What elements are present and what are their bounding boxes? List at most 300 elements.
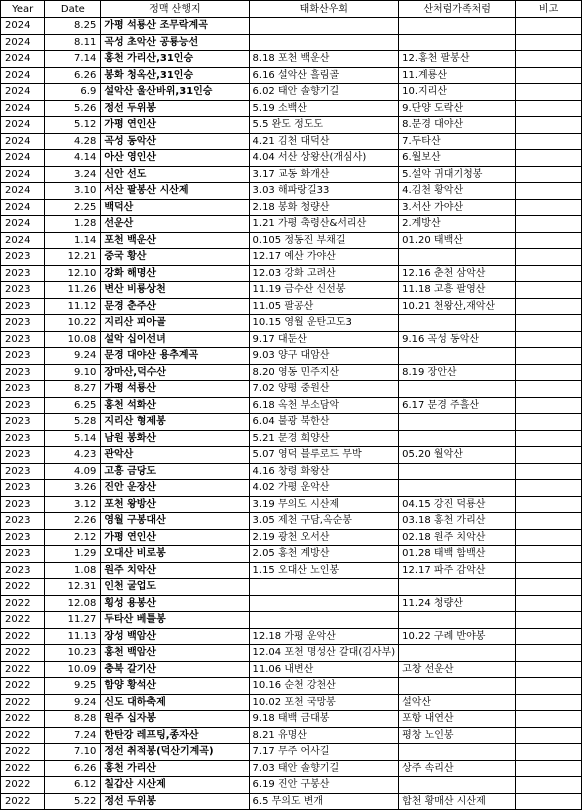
cell-year[interactable]: 2024 (1, 18, 45, 35)
cell-peak[interactable]: 홍천 백암산 (101, 645, 249, 662)
cell-note[interactable] (516, 744, 582, 761)
cell-year[interactable]: 2024 (1, 100, 45, 117)
cell-family[interactable]: 03.18 홍천 가리산 (399, 513, 516, 530)
cell-family[interactable]: 2.계방산 (399, 216, 516, 233)
cell-family[interactable]: 평창 노인봉 (399, 727, 516, 744)
cell-taehwa[interactable]: 11.19 금수산 신선봉 (249, 282, 399, 299)
cell-year[interactable]: 2022 (1, 711, 45, 728)
cell-family[interactable] (399, 348, 516, 365)
cell-year[interactable]: 2023 (1, 265, 45, 282)
cell-taehwa[interactable]: 2.05 홍천 계방산 (249, 546, 399, 563)
cell-date[interactable]: 5.12 (45, 117, 101, 134)
cell-taehwa[interactable]: 8.21 유명산 (249, 727, 399, 744)
cell-taehwa[interactable]: 8.20 영동 민주지산 (249, 364, 399, 381)
cell-taehwa[interactable]: 5.07 영덕 블루로드 무박 (249, 447, 399, 464)
cell-year[interactable]: 2024 (1, 84, 45, 101)
cell-year[interactable]: 2024 (1, 34, 45, 51)
cell-note[interactable] (516, 793, 582, 810)
cell-note[interactable] (516, 397, 582, 414)
cell-family[interactable]: 설악산 (399, 694, 516, 711)
cell-year[interactable]: 2022 (1, 744, 45, 761)
cell-date[interactable]: 2.12 (45, 529, 101, 546)
cell-peak[interactable]: 장성 백암산 (101, 628, 249, 645)
cell-family[interactable] (399, 678, 516, 695)
cell-year[interactable]: 2024 (1, 51, 45, 68)
cell-note[interactable] (516, 331, 582, 348)
cell-family[interactable]: 10.22 구례 반야봉 (399, 628, 516, 645)
cell-taehwa[interactable]: 7.03 태안 솔향기길 (249, 760, 399, 777)
cell-peak[interactable]: 한탄강 레프팅,종자산 (101, 727, 249, 744)
cell-family[interactable] (399, 249, 516, 266)
cell-date[interactable]: 8.11 (45, 34, 101, 51)
cell-taehwa[interactable] (249, 612, 399, 629)
cell-taehwa[interactable]: 6.5 무의도 변개 (249, 793, 399, 810)
cell-note[interactable] (516, 727, 582, 744)
cell-year[interactable]: 2023 (1, 381, 45, 398)
cell-taehwa[interactable]: 3.03 해파랑길33 (249, 183, 399, 200)
cell-taehwa[interactable]: 6.19 진안 구봉산 (249, 777, 399, 794)
cell-family[interactable]: 고창 선운산 (399, 661, 516, 678)
cell-note[interactable] (516, 595, 582, 612)
table-row (1, 463, 582, 480)
cell-note[interactable] (516, 447, 582, 464)
cell-year[interactable]: 2022 (1, 645, 45, 662)
cell-date[interactable]: 3.24 (45, 166, 101, 183)
cell-year[interactable]: 2022 (1, 661, 45, 678)
cell-peak[interactable]: 오대산 비로봉 (101, 546, 249, 563)
cell-peak[interactable]: 신도 대하축제 (101, 694, 249, 711)
cell-year[interactable]: 2023 (1, 463, 45, 480)
cell-taehwa[interactable]: 1.15 오대산 노인봉 (249, 562, 399, 579)
cell-date[interactable]: 10.09 (45, 661, 101, 678)
cell-peak[interactable]: 정선 두위봉 (101, 100, 249, 117)
cell-note[interactable] (516, 249, 582, 266)
cell-date[interactable]: 2.26 (45, 513, 101, 530)
cell-date[interactable]: 6.26 (45, 67, 101, 84)
cell-taehwa[interactable]: 7.02 양평 중원산 (249, 381, 399, 398)
cell-note[interactable] (516, 117, 582, 134)
cell-taehwa[interactable]: 10.15 영월 운탄고도3 (249, 315, 399, 332)
cell-peak[interactable]: 서산 팔봉산 시산제 (101, 183, 249, 200)
cell-peak[interactable]: 가평 석룡산 (101, 381, 249, 398)
cell-note[interactable] (516, 430, 582, 447)
cell-family[interactable]: 9.단양 도락산 (399, 100, 516, 117)
cell-family[interactable]: 10.21 천왕산,재악산 (399, 298, 516, 315)
cell-peak[interactable]: 문경 대야산 용추계곡 (101, 348, 249, 365)
cell-family[interactable]: 12.홍천 팔봉산 (399, 51, 516, 68)
cell-year[interactable]: 2023 (1, 315, 45, 332)
cell-year[interactable]: 2024 (1, 199, 45, 216)
cell-year[interactable]: 2023 (1, 562, 45, 579)
cell-taehwa[interactable]: 10.02 포천 국망봉 (249, 694, 399, 711)
cell-year[interactable]: 2024 (1, 67, 45, 84)
cell-family[interactable] (399, 34, 516, 51)
cell-date[interactable]: 1.28 (45, 216, 101, 233)
cell-taehwa[interactable]: 6.02 태안 솔향기길 (249, 84, 399, 101)
cell-taehwa[interactable]: 3.17 교동 화개산 (249, 166, 399, 183)
cell-year[interactable]: 2024 (1, 183, 45, 200)
cell-taehwa[interactable]: 4.16 창령 화왕산 (249, 463, 399, 480)
cell-date[interactable]: 11.27 (45, 612, 101, 629)
cell-peak[interactable]: 지리산 피아골 (101, 315, 249, 332)
cell-peak[interactable]: 중국 황산 (101, 249, 249, 266)
cell-peak[interactable]: 강화 해명산 (101, 265, 249, 282)
cell-family[interactable] (399, 18, 516, 35)
cell-family[interactable]: 9.16 곡성 동악산 (399, 331, 516, 348)
column-header-peak[interactable]: 정맥 산행지 (101, 1, 249, 18)
cell-note[interactable] (516, 166, 582, 183)
cell-date[interactable]: 5.28 (45, 414, 101, 431)
cell-date[interactable]: 6.26 (45, 760, 101, 777)
cell-peak[interactable]: 신안 선도 (101, 166, 249, 183)
cell-family[interactable]: 5.설악 귀대기청봉 (399, 166, 516, 183)
cell-year[interactable]: 2023 (1, 529, 45, 546)
cell-year[interactable]: 2023 (1, 447, 45, 464)
cell-date[interactable]: 7.14 (45, 51, 101, 68)
cell-peak[interactable]: 홍천 가리산,31인승 (101, 51, 249, 68)
cell-date[interactable]: 12.31 (45, 579, 101, 596)
cell-taehwa[interactable]: 9.18 태백 금대봉 (249, 711, 399, 728)
cell-family[interactable]: 11.18 고흥 팔영산 (399, 282, 516, 299)
cell-taehwa[interactable]: 0.105 정동진 부채길 (249, 232, 399, 249)
cell-peak[interactable]: 포천 왕방산 (101, 496, 249, 513)
cell-taehwa[interactable] (249, 18, 399, 35)
cell-date[interactable]: 3.26 (45, 480, 101, 497)
cell-family[interactable] (399, 612, 516, 629)
cell-year[interactable]: 2023 (1, 331, 45, 348)
cell-note[interactable] (516, 579, 582, 596)
cell-family[interactable]: 포항 내연산 (399, 711, 516, 728)
cell-taehwa[interactable] (249, 34, 399, 51)
cell-family[interactable] (399, 315, 516, 332)
column-header-date[interactable]: Date (45, 1, 101, 18)
cell-peak[interactable]: 가평 연인산 (101, 117, 249, 134)
cell-year[interactable]: 2023 (1, 546, 45, 563)
cell-family[interactable]: 11.24 청량산 (399, 595, 516, 612)
column-header-taehwa[interactable]: 태화산우회 (249, 1, 399, 18)
cell-note[interactable] (516, 34, 582, 51)
cell-note[interactable] (516, 546, 582, 563)
cell-year[interactable]: 2022 (1, 595, 45, 612)
cell-taehwa[interactable]: 5.19 소백산 (249, 100, 399, 117)
cell-year[interactable]: 2023 (1, 282, 45, 299)
cell-peak[interactable]: 백덕산 (101, 199, 249, 216)
cell-family[interactable]: 4.김천 황악산 (399, 183, 516, 200)
cell-note[interactable] (516, 150, 582, 167)
cell-date[interactable]: 1.08 (45, 562, 101, 579)
cell-note[interactable] (516, 711, 582, 728)
table-row (1, 364, 582, 381)
cell-date[interactable]: 5.22 (45, 793, 101, 810)
cell-note[interactable] (516, 513, 582, 530)
cell-family[interactable]: 10.지리산 (399, 84, 516, 101)
cell-year[interactable]: 2023 (1, 480, 45, 497)
cell-note[interactable] (516, 298, 582, 315)
cell-note[interactable] (516, 216, 582, 233)
cell-taehwa[interactable]: 2.19 광천 오서산 (249, 529, 399, 546)
cell-peak[interactable]: 가평 연인산 (101, 529, 249, 546)
cell-peak[interactable]: 홍천 석화산 (101, 397, 249, 414)
cell-note[interactable] (516, 463, 582, 480)
cell-peak[interactable]: 원주 십자봉 (101, 711, 249, 728)
cell-note[interactable] (516, 381, 582, 398)
cell-date[interactable]: 1.29 (45, 546, 101, 563)
cell-peak[interactable]: 설악산 울산바위,31인승 (101, 84, 249, 101)
cell-family[interactable] (399, 645, 516, 662)
cell-family[interactable]: 6.17 문경 주흘산 (399, 397, 516, 414)
cell-family[interactable]: 11.계룡산 (399, 67, 516, 84)
cell-year[interactable]: 2022 (1, 793, 45, 810)
cell-taehwa[interactable]: 12.04 포천 명성산 갈대(김사부) (249, 645, 399, 662)
cell-date[interactable]: 4.28 (45, 133, 101, 150)
cell-family[interactable]: 7.두타산 (399, 133, 516, 150)
cell-taehwa[interactable]: 7.17 무주 어사길 (249, 744, 399, 761)
header-row (1, 1, 582, 18)
cell-date[interactable]: 9.25 (45, 678, 101, 695)
cell-note[interactable] (516, 529, 582, 546)
cell-peak[interactable]: 설악 십이선녀 (101, 331, 249, 348)
cell-taehwa[interactable]: 11.05 팔공산 (249, 298, 399, 315)
cell-note[interactable] (516, 661, 582, 678)
cell-family[interactable]: 12.17 파주 감악산 (399, 562, 516, 579)
cell-family[interactable]: 12.16 춘천 삼악산 (399, 265, 516, 282)
cell-date[interactable]: 11.13 (45, 628, 101, 645)
cell-peak[interactable]: 가평 석룡산 조무락계곡 (101, 18, 249, 35)
cell-family[interactable]: 02.18 원주 치악산 (399, 529, 516, 546)
cell-peak[interactable]: 정선 두위봉 (101, 793, 249, 810)
cell-year[interactable]: 2023 (1, 430, 45, 447)
cell-date[interactable]: 8.28 (45, 711, 101, 728)
cell-peak[interactable]: 칠갑산 시산제 (101, 777, 249, 794)
cell-date[interactable]: 1.14 (45, 232, 101, 249)
table-row (1, 513, 582, 530)
cell-date[interactable]: 8.25 (45, 18, 101, 35)
cell-note[interactable] (516, 282, 582, 299)
cell-note[interactable] (516, 183, 582, 200)
cell-taehwa[interactable]: 3.05 제천 구담,옥순봉 (249, 513, 399, 530)
cell-taehwa[interactable]: 5.21 문경 희양산 (249, 430, 399, 447)
cell-note[interactable] (516, 84, 582, 101)
cell-peak[interactable]: 원주 치악산 (101, 562, 249, 579)
cell-date[interactable]: 2.25 (45, 199, 101, 216)
cell-peak[interactable]: 함양 황석산 (101, 678, 249, 695)
cell-family[interactable]: 04.15 강진 덕룡산 (399, 496, 516, 513)
cell-taehwa[interactable] (249, 595, 399, 612)
cell-date[interactable]: 4.09 (45, 463, 101, 480)
cell-taehwa[interactable]: 12.17 예산 가야산 (249, 249, 399, 266)
cell-year[interactable]: 2023 (1, 348, 45, 365)
cell-taehwa[interactable]: 9.17 대둔산 (249, 331, 399, 348)
cell-date[interactable]: 7.24 (45, 727, 101, 744)
cell-taehwa[interactable]: 6.04 불광 북한산 (249, 414, 399, 431)
cell-year[interactable]: 2022 (1, 777, 45, 794)
cell-peak[interactable]: 인천 굴업도 (101, 579, 249, 596)
cell-year[interactable]: 2024 (1, 150, 45, 167)
cell-note[interactable] (516, 348, 582, 365)
cell-taehwa[interactable] (249, 579, 399, 596)
cell-taehwa[interactable]: 12.18 가평 운악산 (249, 628, 399, 645)
cell-note[interactable] (516, 480, 582, 497)
cell-date[interactable]: 6.12 (45, 777, 101, 794)
cell-peak[interactable]: 곡성 초악산 공룡능선 (101, 34, 249, 51)
cell-taehwa[interactable]: 4.02 가평 운악산 (249, 480, 399, 497)
cell-taehwa[interactable]: 4.04 서산 상왕산(개심사) (249, 150, 399, 167)
cell-peak[interactable]: 횡성 용봉산 (101, 595, 249, 612)
cell-peak[interactable]: 남원 봉화산 (101, 430, 249, 447)
cell-year[interactable]: 2024 (1, 117, 45, 134)
cell-date[interactable]: 3.12 (45, 496, 101, 513)
cell-date[interactable]: 7.10 (45, 744, 101, 761)
cell-date[interactable]: 4.23 (45, 447, 101, 464)
cell-peak[interactable]: 봉화 청옥산,31인승 (101, 67, 249, 84)
cell-note[interactable] (516, 694, 582, 711)
cell-date[interactable]: 9.10 (45, 364, 101, 381)
cell-peak[interactable]: 진안 운장산 (101, 480, 249, 497)
cell-year[interactable]: 2024 (1, 133, 45, 150)
cell-year[interactable]: 2024 (1, 166, 45, 183)
cell-taehwa[interactable]: 1.21 가평 축령산&서리산 (249, 216, 399, 233)
cell-date[interactable]: 4.14 (45, 150, 101, 167)
cell-family[interactable] (399, 744, 516, 761)
cell-date[interactable]: 11.12 (45, 298, 101, 315)
cell-peak[interactable]: 영월 구봉대산 (101, 513, 249, 530)
cell-year[interactable]: 2022 (1, 727, 45, 744)
cell-peak[interactable]: 포천 백운산 (101, 232, 249, 249)
column-header-note[interactable]: 비고 (516, 1, 582, 18)
cell-date[interactable]: 5.26 (45, 100, 101, 117)
cell-date[interactable]: 11.26 (45, 282, 101, 299)
cell-year[interactable]: 2023 (1, 513, 45, 530)
cell-family[interactable]: 상주 속리산 (399, 760, 516, 777)
cell-note[interactable] (516, 315, 582, 332)
cell-peak[interactable]: 충북 갈기산 (101, 661, 249, 678)
cell-family[interactable]: 8.19 장안산 (399, 364, 516, 381)
cell-family[interactable]: 3.서산 가야산 (399, 199, 516, 216)
cell-year[interactable]: 2024 (1, 232, 45, 249)
cell-family[interactable]: 01.20 태백산 (399, 232, 516, 249)
cell-date[interactable]: 6.25 (45, 397, 101, 414)
cell-family[interactable]: 6.월보산 (399, 150, 516, 167)
cell-family[interactable] (399, 480, 516, 497)
cell-note[interactable] (516, 678, 582, 695)
cell-note[interactable] (516, 496, 582, 513)
table-row (1, 298, 582, 315)
cell-year[interactable]: 2022 (1, 678, 45, 695)
cell-taehwa[interactable]: 12.03 강화 고려산 (249, 265, 399, 282)
cell-peak[interactable]: 곡성 동악산 (101, 133, 249, 150)
cell-note[interactable] (516, 628, 582, 645)
cell-taehwa[interactable]: 6.18 옥천 부소담악 (249, 397, 399, 414)
cell-taehwa[interactable]: 6.16 설악산 흘림골 (249, 67, 399, 84)
cell-note[interactable] (516, 18, 582, 35)
cell-year[interactable]: 2023 (1, 414, 45, 431)
cell-year[interactable]: 2023 (1, 364, 45, 381)
cell-family[interactable] (399, 463, 516, 480)
cell-year[interactable]: 2022 (1, 760, 45, 777)
cell-year[interactable]: 2023 (1, 397, 45, 414)
cell-year[interactable]: 2023 (1, 496, 45, 513)
cell-date[interactable]: 9.24 (45, 694, 101, 711)
cell-peak[interactable]: 아산 영인산 (101, 150, 249, 167)
cell-note[interactable] (516, 414, 582, 431)
cell-note[interactable] (516, 67, 582, 84)
cell-peak[interactable]: 홍천 가리산 (101, 760, 249, 777)
cell-date[interactable]: 5.14 (45, 430, 101, 447)
cell-note[interactable] (516, 612, 582, 629)
cell-note[interactable] (516, 645, 582, 662)
cell-family[interactable]: 01.28 태백 함백산 (399, 546, 516, 563)
cell-peak[interactable]: 선운산 (101, 216, 249, 233)
cell-taehwa[interactable]: 3.19 무의도 시산제 (249, 496, 399, 513)
cell-note[interactable] (516, 777, 582, 794)
cell-family[interactable] (399, 430, 516, 447)
cell-note[interactable] (516, 100, 582, 117)
cell-year[interactable]: 2022 (1, 612, 45, 629)
cell-date[interactable]: 12.08 (45, 595, 101, 612)
cell-taehwa[interactable]: 2.18 봉화 청량산 (249, 199, 399, 216)
cell-peak[interactable]: 두타산 베틀봉 (101, 612, 249, 629)
cell-family[interactable] (399, 381, 516, 398)
cell-date[interactable]: 10.22 (45, 315, 101, 332)
cell-year[interactable]: 2023 (1, 298, 45, 315)
cell-year[interactable]: 2023 (1, 249, 45, 266)
cell-note[interactable] (516, 199, 582, 216)
cell-year[interactable]: 2022 (1, 628, 45, 645)
cell-date[interactable]: 12.10 (45, 265, 101, 282)
cell-family[interactable] (399, 414, 516, 431)
cell-note[interactable] (516, 232, 582, 249)
cell-note[interactable] (516, 562, 582, 579)
cell-note[interactable] (516, 760, 582, 777)
cell-date[interactable]: 12.21 (45, 249, 101, 266)
column-header-year[interactable]: Year (1, 1, 45, 18)
cell-taehwa[interactable]: 10.16 순천 강천산 (249, 678, 399, 695)
cell-taehwa[interactable]: 11.06 내변산 (249, 661, 399, 678)
column-header-family[interactable]: 산처럼가족처럼 (399, 1, 516, 18)
cell-peak[interactable]: 고흥 금당도 (101, 463, 249, 480)
cell-peak[interactable]: 문경 춘주산 (101, 298, 249, 315)
cell-family[interactable]: 05.20 월악산 (399, 447, 516, 464)
table-row (1, 183, 582, 200)
cell-date[interactable]: 9.24 (45, 348, 101, 365)
cell-family[interactable] (399, 777, 516, 794)
cell-peak[interactable]: 지리산 형제봉 (101, 414, 249, 431)
cell-family[interactable]: 합천 황매산 시산제 (399, 793, 516, 810)
cell-date[interactable]: 8.27 (45, 381, 101, 398)
cell-year[interactable]: 2022 (1, 694, 45, 711)
cell-peak[interactable]: 변산 비룡상천 (101, 282, 249, 299)
cell-date[interactable]: 6.9 (45, 84, 101, 101)
cell-peak[interactable]: 장마산,덕수산 (101, 364, 249, 381)
cell-date[interactable]: 10.23 (45, 645, 101, 662)
cell-note[interactable] (516, 51, 582, 68)
cell-family[interactable] (399, 579, 516, 596)
cell-note[interactable] (516, 364, 582, 381)
cell-peak[interactable]: 정선 취적봉(덕산기계곡) (101, 744, 249, 761)
cell-year[interactable]: 2024 (1, 216, 45, 233)
cell-family[interactable]: 8.문경 대야산 (399, 117, 516, 134)
cell-taehwa[interactable]: 8.18 포천 백운산 (249, 51, 399, 68)
cell-taehwa[interactable]: 5.5 완도 정도도 (249, 117, 399, 134)
cell-year[interactable]: 2022 (1, 579, 45, 596)
cell-note[interactable] (516, 133, 582, 150)
cell-taehwa[interactable]: 9.03 양구 대암산 (249, 348, 399, 365)
cell-date[interactable]: 10.08 (45, 331, 101, 348)
cell-peak[interactable]: 관악산 (101, 447, 249, 464)
cell-note[interactable] (516, 265, 582, 282)
cell-date[interactable]: 3.10 (45, 183, 101, 200)
cell-taehwa[interactable]: 4.21 김천 대덕산 (249, 133, 399, 150)
